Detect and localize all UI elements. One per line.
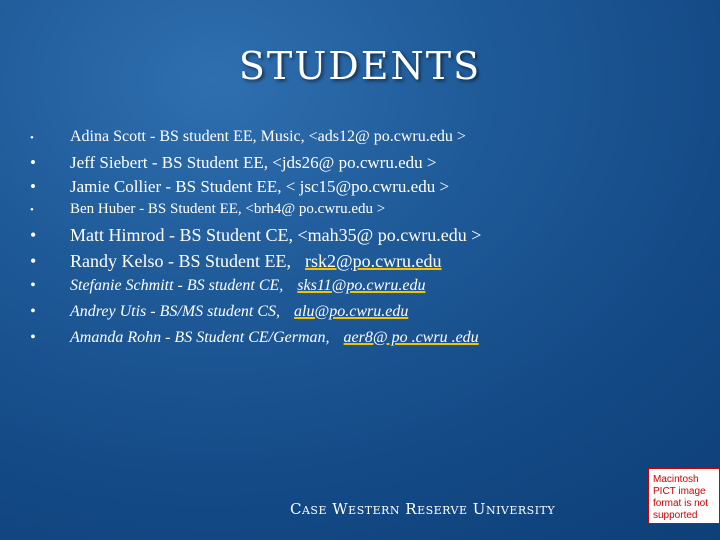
email-link[interactable]: aer8@ po .cwru .edu [343, 329, 479, 346]
bullet-icon: • [30, 303, 36, 320]
slide-title: STUDENTS [238, 44, 482, 88]
email-link[interactable]: rsk2@po.cwru.edu [305, 251, 442, 271]
bullet-icon: • [30, 329, 36, 346]
bullet-icon: • [30, 225, 37, 245]
list-item [30, 225, 670, 251]
student-entry: Ben Huber - BS Student EE, <brh4@ po.cwru.edu > [70, 201, 386, 217]
list-item [30, 303, 670, 329]
student-list [30, 128, 670, 355]
bullet-icon: • [30, 204, 34, 216]
student-entry: Adina Scott - BS student EE, Music, <ads12@ po.cwru.edu > [70, 128, 466, 145]
list-item [30, 329, 670, 355]
student-entry: Matt Himrod - BS Student CE, <mah35@ po.cwru.edu > [70, 225, 482, 245]
bullet-icon: • [30, 177, 36, 196]
list-item [30, 177, 670, 201]
student-entry: Jeff Siebert - BS Student EE, <jds26@ po.cwru.edu > [70, 153, 437, 172]
list-item [30, 201, 670, 225]
list-item [30, 153, 670, 177]
student-entry: Stefanie Schmitt - BS student CE, [70, 277, 284, 294]
student-entry: Randy Kelso - BS Student EE, [70, 251, 291, 271]
bullet-icon: • [30, 277, 36, 294]
email-link[interactable]: alu@po.cwru.edu [294, 303, 409, 320]
bullet-icon: • [30, 132, 34, 144]
student-entry: Jamie Collier - BS Student EE, < jsc15@po.cwru.edu > [70, 177, 450, 196]
list-item [30, 277, 670, 303]
student-entry: Amanda Rohn - BS Student CE/German, [70, 329, 330, 346]
email-link[interactable]: sks11@po.cwru.edu [297, 277, 426, 294]
bullet-icon: • [30, 153, 36, 172]
pict-unsupported-placeholder: Macintosh PICT image format is not supported [648, 468, 720, 524]
list-item [30, 128, 670, 153]
bullet-icon: • [30, 251, 37, 271]
student-entry: Andrey Utis - BS/MS student CS, [70, 303, 281, 320]
list-item [30, 251, 670, 277]
footer-university: Case Western Reserve University [290, 500, 556, 518]
